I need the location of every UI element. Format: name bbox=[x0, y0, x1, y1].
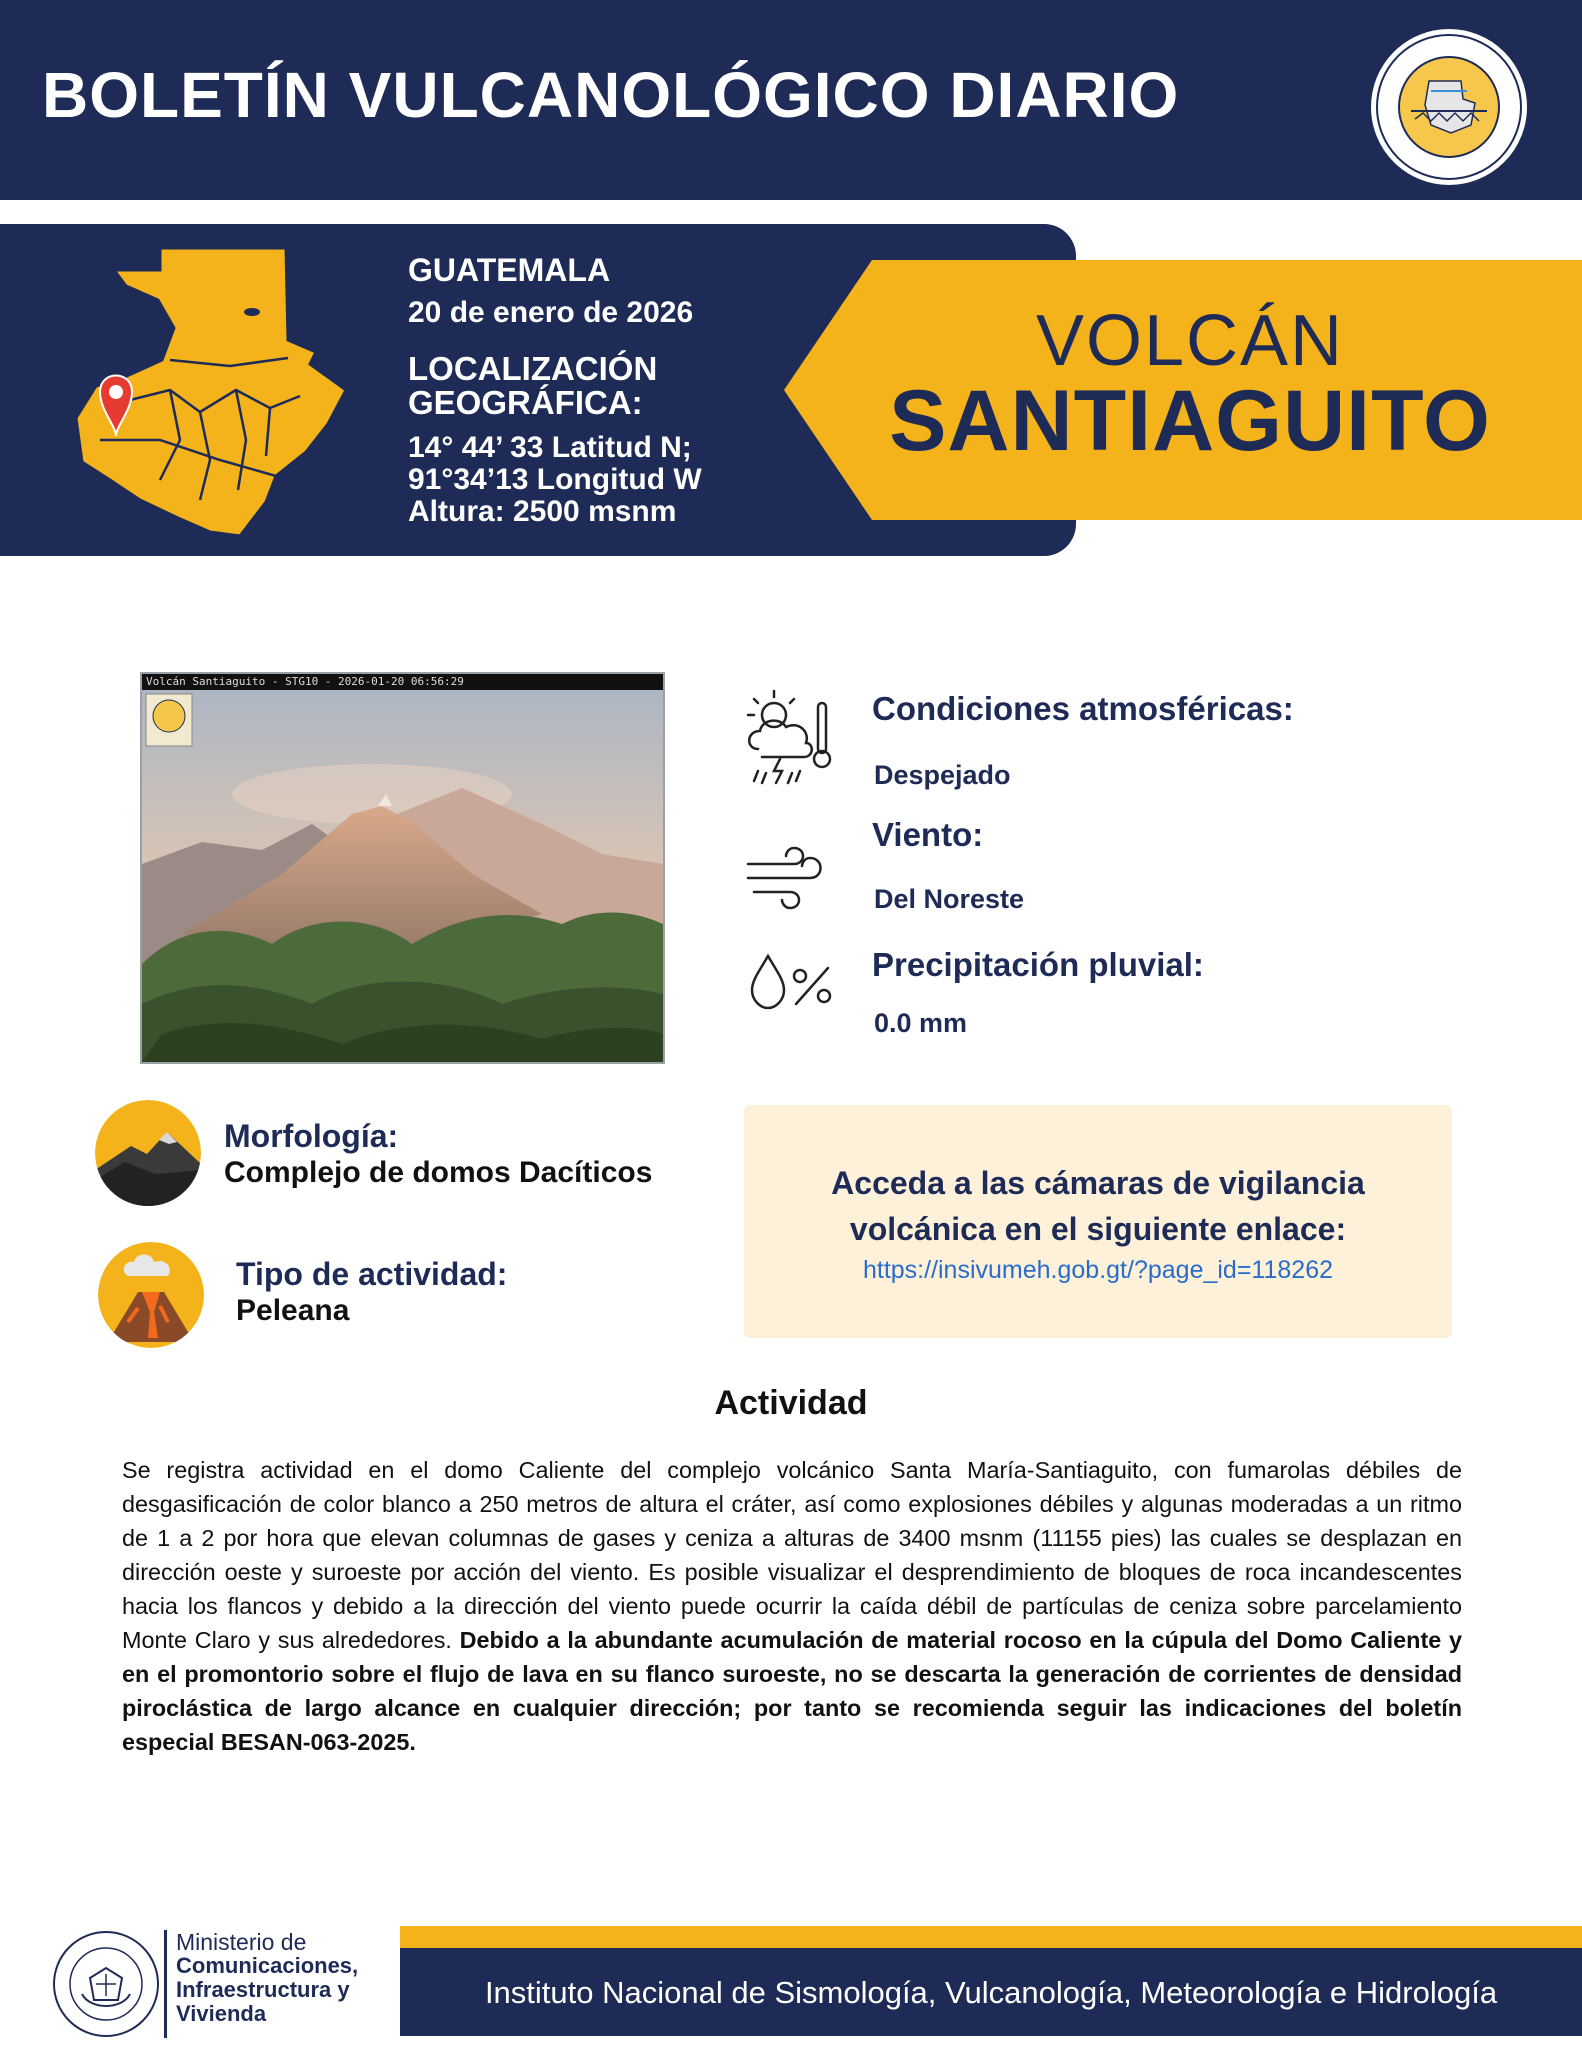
atmospheric-conditions-value: Despejado bbox=[874, 760, 1011, 790]
longitude-text: 91°34’13 Longitud W bbox=[408, 463, 702, 496]
altitude-text: Altura: 2500 msnm bbox=[408, 495, 677, 528]
mountain-icon bbox=[95, 1100, 201, 1206]
insivumeh-logo bbox=[1368, 26, 1530, 188]
activity-paragraph bbox=[122, 1453, 1462, 1759]
bulletin-title: BOLETÍN VULCANOLÓGICO DIARIO bbox=[42, 59, 1180, 131]
location-heading: LOCALIZACIÓN GEOGRÁFICA: bbox=[408, 350, 658, 421]
camera-photo bbox=[140, 672, 665, 1064]
camera-link-url[interactable]: https://insivumeh.gob.gt/?page_id=118262 bbox=[862, 1256, 1334, 1284]
activity-text: Se registra actividad en el domo Caliente del complejo volcánico Santa María-Santiaguito, con fumarolas débiles de desgasificación de color blanco a 250 metros de altura el cráter, así como explosiones débiles y algunas moderadas a un ritmo de 1 a 2 por hora que elevan columnas de gases y ceniza a alturas de 3400 msnm (11155 pies) las cuales se desplazan en dirección oeste y suroeste por acción del viento. Es posible visualizar el desprendimiento de bloques de roca incandescentes hacia los flancos y debido a la dirección del viento puede ocurrir la caída débil de partículas de ceniza sobre parcelamiento Monte Claro y sus alrededores. bbox=[122, 1457, 1462, 1653]
wind-value: Del Noreste bbox=[874, 884, 1025, 914]
camera-timestamp: Volcán Santiaguito - STG10 - 2026-01-20 06:56:29 bbox=[142, 674, 663, 690]
precipitation-label: Precipitación pluvial: bbox=[872, 946, 1204, 983]
ministry-divider bbox=[164, 1930, 167, 2038]
guatemala-map-icon bbox=[70, 240, 360, 545]
volcano-name: SANTIAGUITO bbox=[889, 373, 1491, 469]
guatemala-seal-icon bbox=[50, 1928, 162, 2040]
ministry-name bbox=[176, 1930, 358, 2026]
footer-accent-stripe bbox=[400, 1926, 1582, 1948]
ministry-line3: Infraestructura y bbox=[176, 1977, 350, 2002]
rain-percent-icon bbox=[748, 952, 838, 1042]
latitude-text: 14° 44’ 33 Latitud N; bbox=[408, 431, 692, 464]
morphology-label: Morfología: bbox=[224, 1118, 399, 1154]
ministry-line2: Comunicaciones, bbox=[176, 1953, 359, 1978]
morphology-value: Complejo de domos Dacíticos bbox=[224, 1156, 653, 1189]
coordinates-block bbox=[408, 432, 702, 528]
camera-link-line2: volcánica en el siguiente enlace: bbox=[849, 1211, 1347, 1247]
volcano-prefix: VOLCÁN bbox=[1035, 301, 1345, 381]
activity-type-label: Tipo de actividad: bbox=[236, 1256, 508, 1292]
wind-label: Viento: bbox=[872, 816, 984, 853]
institute-name: Instituto Nacional de Sismología, Vulcanología, Meteorología e Hidrología bbox=[484, 1975, 1498, 2010]
camera-link-heading bbox=[744, 1160, 1452, 1252]
wind-icon bbox=[744, 842, 834, 932]
activity-type-value: Peleana bbox=[236, 1294, 350, 1327]
precipitation-value: 0.0 mm bbox=[874, 1008, 968, 1038]
activity-heading: Actividad bbox=[714, 1384, 868, 1422]
ministry-line1: Ministerio de bbox=[176, 1929, 307, 1955]
eruption-icon bbox=[98, 1242, 204, 1348]
activity-warning-text: Debido a la abundante acumulación de material rocoso en la cúpula del Domo Caliente y en el promontorio sobre el flujo de lava en su flanco suroeste, no se descarta la generación de corrientes de densidad piroclástica de largo alcance en cualquier dirección; por tanto se recomienda seguir las indicaciones del boletín especial BESAN-063-2025. bbox=[122, 1627, 1462, 1755]
atmospheric-conditions-label: Condiciones atmosféricas: bbox=[872, 690, 1294, 727]
bulletin-date: 20 de enero de 2026 bbox=[408, 296, 694, 329]
country-label: GUATEMALA bbox=[408, 252, 611, 288]
camera-link-line1: Acceda a las cámaras de vigilancia bbox=[831, 1165, 1365, 1201]
ministry-line4: Vivienda bbox=[176, 2001, 267, 2026]
weather-icon bbox=[740, 685, 830, 775]
